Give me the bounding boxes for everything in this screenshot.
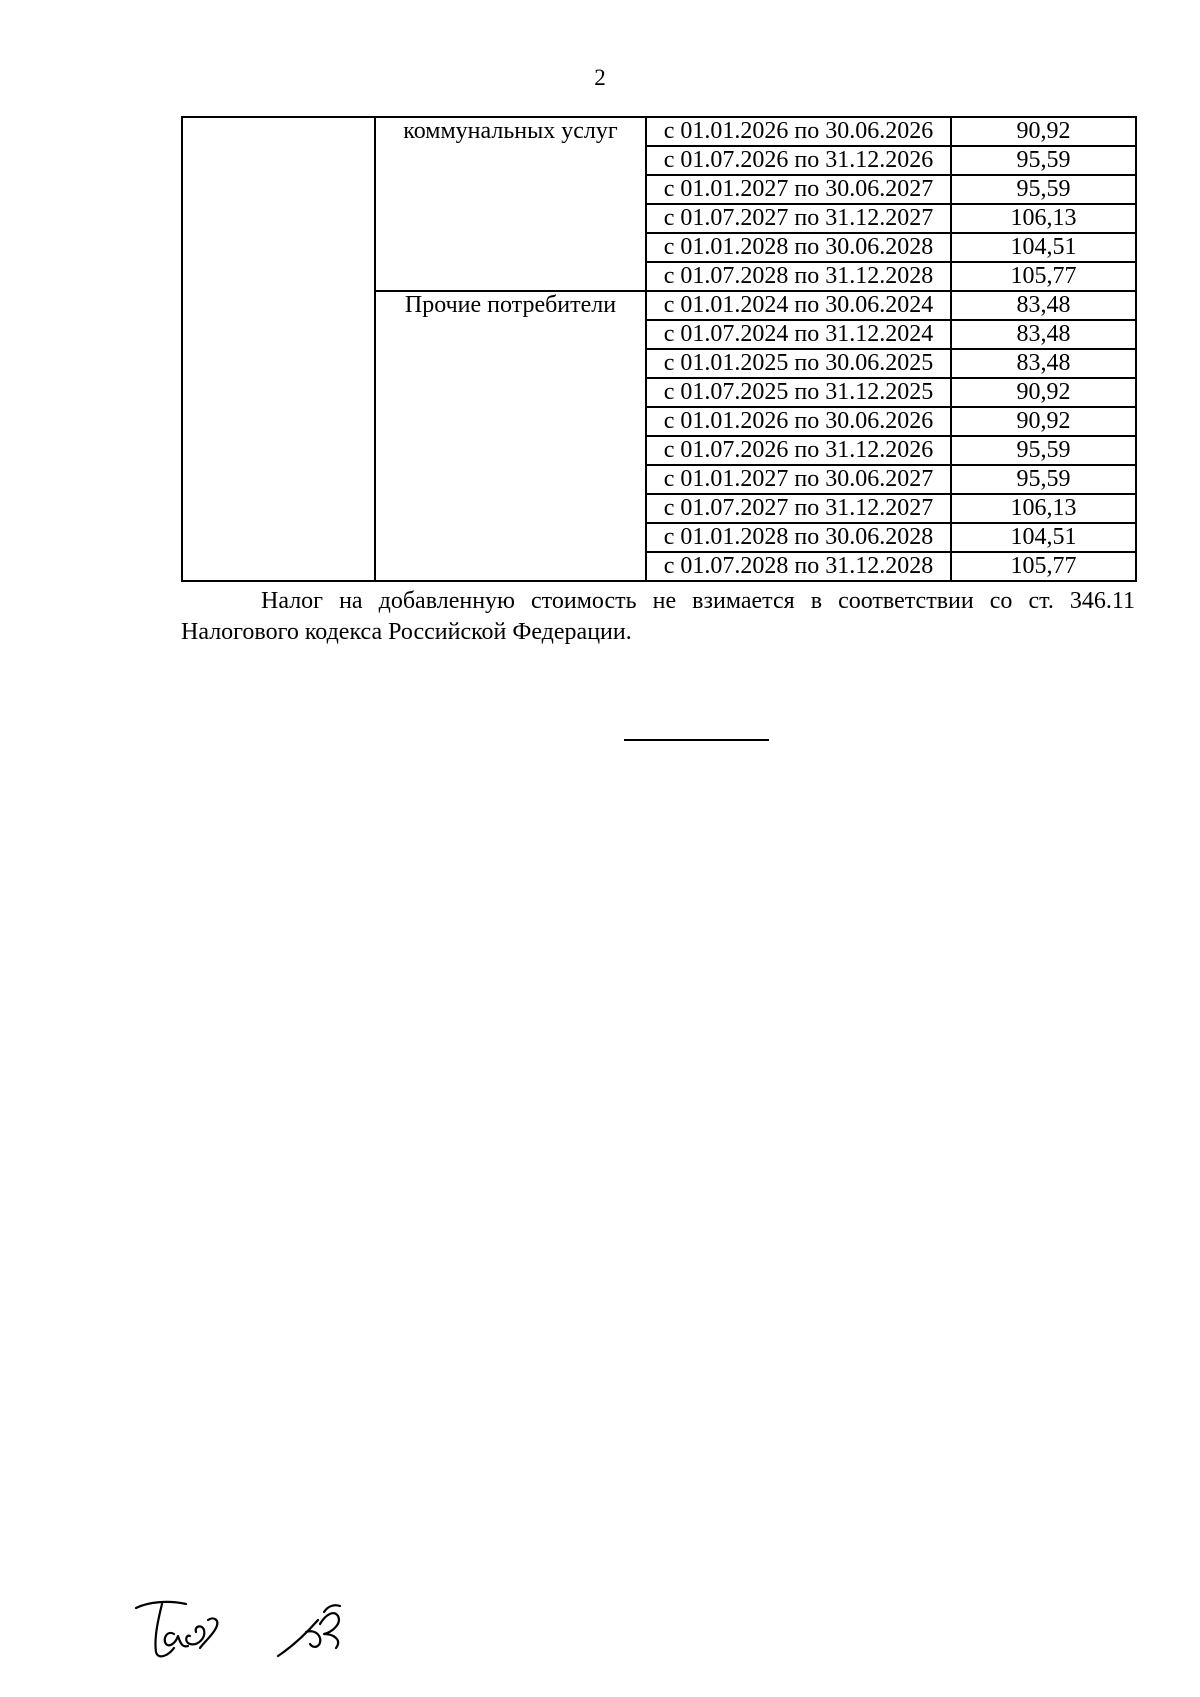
period-cell: с 01.01.2024 по 30.06.2024 [646,291,951,320]
period-cell: с 01.01.2028 по 30.06.2028 [646,233,951,262]
consumer-group-label: Прочие потребители [375,291,646,581]
period-cell: с 01.07.2026 по 31.12.2026 [646,146,951,175]
table-row [182,117,1136,146]
period-cell: с 01.07.2026 по 31.12.2026 [646,436,951,465]
vat-note [181,586,1135,648]
value-cell: 106,13 [951,494,1136,523]
value-cell: 106,13 [951,204,1136,233]
period-cell: с 01.07.2028 по 31.12.2028 [646,262,951,291]
value-cell: 105,77 [951,262,1136,291]
value-cell: 104,51 [951,233,1136,262]
period-cell: с 01.07.2027 по 31.12.2027 [646,204,951,233]
period-cell: с 01.01.2025 по 30.06.2025 [646,349,951,378]
value-cell: 95,59 [951,146,1136,175]
value-cell: 83,48 [951,349,1136,378]
value-cell: 83,48 [951,291,1136,320]
period-cell: с 01.01.2026 по 30.06.2026 [646,407,951,436]
page-number: 2 [594,65,606,90]
handwritten-signature-icon [128,1590,388,1670]
period-cell: с 01.01.2027 по 30.06.2027 [646,175,951,204]
tariff-table [181,116,1137,582]
period-cell: с 01.07.2025 по 31.12.2025 [646,378,951,407]
period-cell: с 01.01.2026 по 30.06.2026 [646,117,951,146]
period-cell: с 01.07.2028 по 31.12.2028 [646,552,951,581]
empty-first-column-cell [182,117,375,581]
value-cell: 104,51 [951,523,1136,552]
period-cell: с 01.01.2028 по 30.06.2028 [646,523,951,552]
value-cell: 90,92 [951,117,1136,146]
consumer-group-label: коммунальных услуг [375,117,646,291]
value-cell: 90,92 [951,407,1136,436]
value-cell: 90,92 [951,378,1136,407]
end-separator-line [624,739,769,741]
period-cell: с 01.07.2027 по 31.12.2027 [646,494,951,523]
period-cell: с 01.07.2024 по 31.12.2024 [646,320,951,349]
value-cell: 105,77 [951,552,1136,581]
value-cell: 83,48 [951,320,1136,349]
vat-note-text: Налог на добавленную стоимость не взимается в соответствии со ст. 346.11 Налогового кодекса Российской Федерации. [181,588,1135,645]
value-cell: 95,59 [951,175,1136,204]
period-cell: с 01.01.2027 по 30.06.2027 [646,465,951,494]
value-cell: 95,59 [951,436,1136,465]
value-cell: 95,59 [951,465,1136,494]
